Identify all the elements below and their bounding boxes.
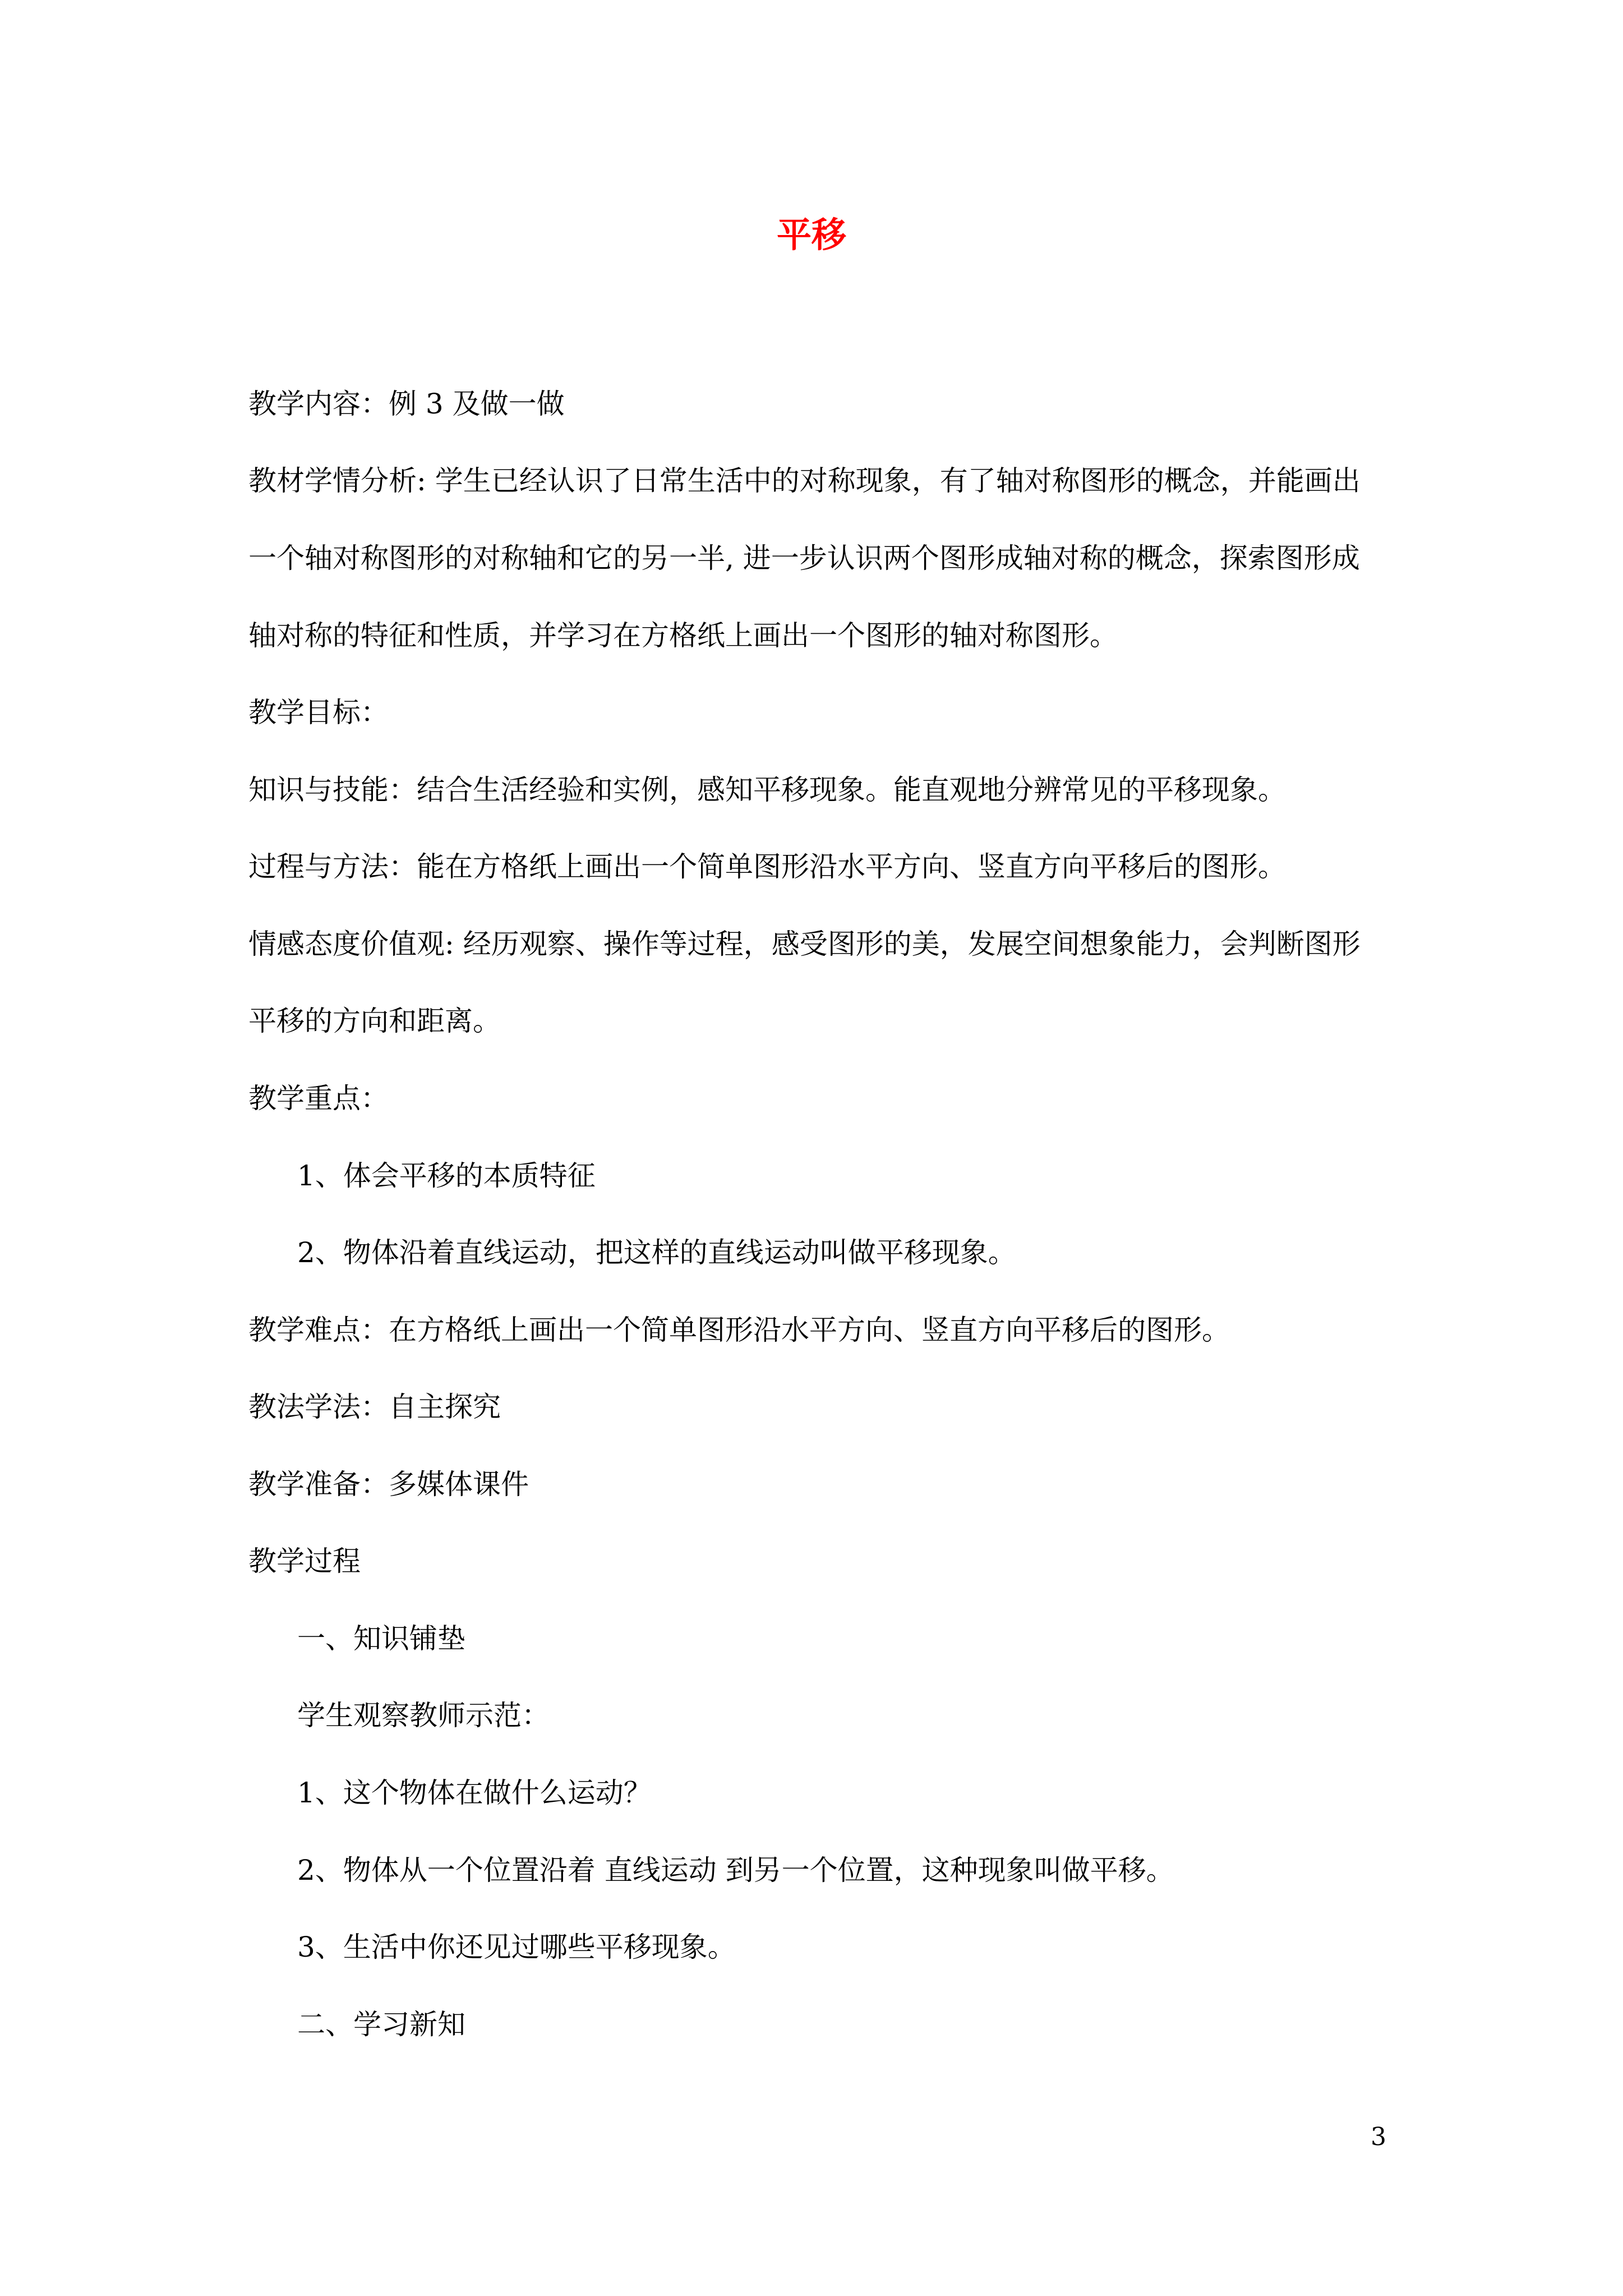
page-number: 3 <box>1371 2123 1386 2151</box>
content-line: 教学内容：例 3 及做一做 <box>248 388 565 420</box>
content-line: 教法学法：自主探究 <box>248 1391 501 1423</box>
content-line: 平移的方向和距离。 <box>248 1005 501 1037</box>
list-item: 1、体会平移的本质特征 <box>297 1159 596 1192</box>
list-item: 3、生活中你还见过哪些平移现象。 <box>297 1931 736 1963</box>
section-heading: 教学重点： <box>248 1082 389 1115</box>
content-line: 轴对称的特征和性质，并学习在方格纸上画出一个图形的轴对称图形。 <box>248 619 1118 652</box>
content-line: 过程与方法：能在方格纸上画出一个简单图形沿水平方向、竖直方向平移后的图形。 <box>248 850 1286 883</box>
section-heading: 教学目标： <box>248 696 389 729</box>
subsection-heading: 一、知识铺垫 <box>297 1622 465 1655</box>
list-item: 2、物体沿着直线运动，把这样的直线运动叫做平移现象。 <box>297 1236 1016 1269</box>
content-line: 一个轴对称图形的对称轴和它的另一半, 进一步认识两个图形成轴对称的概念，探索图形成 <box>248 542 1360 574</box>
document-title: 平移 <box>776 214 846 255</box>
list-item: 2、物体从一个位置沿着 直线运动 到另一个位置，这种现象叫做平移。 <box>297 1854 1174 1887</box>
section-heading: 教学过程 <box>248 1545 361 1577</box>
content-line: 情感态度价值观: 经历观察、操作等过程，感受图形的美，发展空间想象能力，会判断图形 <box>248 928 1361 960</box>
list-item: 1、这个物体在做什么运动？ <box>297 1777 652 1809</box>
content-line: 教材学情分析: 学生已经认识了日常生活中的对称现象，有了轴对称图形的概念，并能画出 <box>248 464 1361 497</box>
content-line: 知识与技能：结合生活经验和实例，感知平移现象。能直观地分辨常见的平移现象。 <box>248 774 1286 806</box>
content-line: 教学准备：多媒体课件 <box>248 1468 529 1501</box>
content-line: 教学难点：在方格纸上画出一个简单图形沿水平方向、竖直方向平移后的图形。 <box>248 1314 1230 1346</box>
content-line: 学生观察教师示范： <box>297 1699 550 1732</box>
subsection-heading: 二、学习新知 <box>297 2008 465 2041</box>
